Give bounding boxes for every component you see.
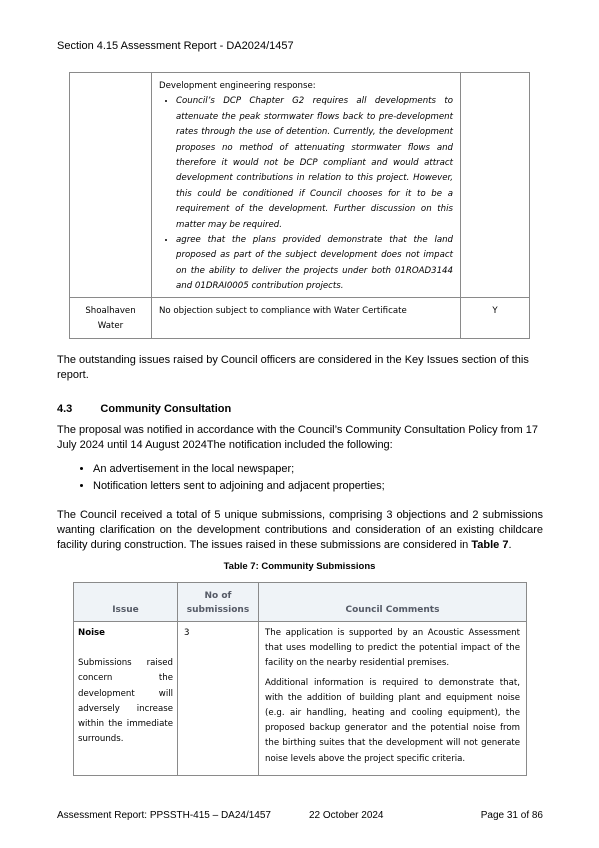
list-item: • Notification letters sent to adjoining and adjacent properties;	[93, 478, 385, 495]
comment-paragraph: The application is supported by an Acoustic Assessment that uses modelling to predict the potential impact of the facility on the nearby residential premises.	[265, 628, 520, 669]
footer-date: 22 October 2024	[309, 810, 384, 821]
response-cell	[152, 73, 461, 298]
issue-description: Submissions raised concern the development will adversely increase within the immediate surrounds.	[78, 658, 173, 745]
notification-paragraph: The proposal was notified in accordance with the Council’s Community Consultation Policy from 17 July 2024 until 14 August 2024The notification included the following:	[57, 424, 538, 451]
issue-title: Noise	[78, 628, 105, 638]
resolved-cell: Y	[461, 297, 530, 338]
comment-paragraph: Additional information is required to demonstrate that, with the addition of building plant and equipment noise (e.g. air handling, heating and cooling equipment), the proposed backup generator and the potential noise from the birthing suites that the development will not generate noise levels above the project specific criteria.	[265, 677, 520, 764]
section-title: Community Consultation	[100, 403, 232, 415]
outstanding-issues-paragraph: The outstanding issues raised by Council officers are considered in the Key Issues section of this report.	[57, 354, 529, 381]
response-cell: No objection subject to compliance with Water Certificate	[152, 297, 461, 338]
list-item: • Council’s DCP Chapter G2 requires all developments to attenuate the peak stormwater flows back to pre-development rates through the use of detention. Currently, the development proposes no method of attenuating stormwater flows and therefore it would not be DCP compliant and would attract development contributions in relation to this project. However, this could be conditioned if Council chooses for it to be a requirement of the development. Further discussion on this matter may be required.	[176, 94, 453, 233]
agency-cell	[70, 73, 152, 298]
section-heading	[57, 403, 231, 415]
response-bullets	[159, 94, 453, 294]
section-number: 4.3	[57, 403, 73, 415]
referral-table	[69, 72, 530, 339]
page-header: Section 4.15 Assessment Report - DA2024/1457	[57, 40, 294, 52]
notification-list	[57, 461, 385, 495]
footer-page-number: Page 31 of 86	[480, 810, 543, 821]
response-heading: Development engineering response:	[159, 81, 316, 91]
submission-count-cell: 3	[178, 622, 259, 776]
submissions-paragraph: The Council received a total of 5 unique submissions, comprising 3 objections and 2 submissions wanting clarification on the development contributions and consideration of an existing childcare facility during construction. The issues raised in these submissions are considered in Table 7.	[57, 509, 543, 551]
issue-cell	[74, 622, 178, 776]
table-reference: Table 7	[471, 539, 509, 551]
table-header-row	[74, 583, 527, 622]
footer-report-id: Assessment Report: PPSSTH-415 – DA24/1457	[57, 810, 271, 821]
council-comments-cell	[259, 622, 527, 776]
table-row	[70, 297, 530, 338]
column-header-submissions: No of submissions	[178, 583, 259, 622]
column-header-comments: Council Comments	[259, 583, 527, 622]
resolved-cell	[461, 73, 530, 298]
table-row	[74, 622, 527, 776]
agency-cell: Shoalhaven Water	[70, 297, 152, 338]
list-item: • agree that the plans provided demonstrate that the land proposed as part of the subject development does not impact on the ability to deliver the projects under both 01ROAD3144 and 01DRAI0005 contribution projects.	[176, 233, 453, 295]
column-header-issue: Issue	[74, 583, 178, 622]
community-submissions-table	[73, 582, 527, 776]
table-row	[70, 73, 530, 298]
list-item: • An advertisement in the local newspaper;	[93, 461, 385, 478]
table-caption: Table 7: Community Submissions	[223, 561, 376, 572]
